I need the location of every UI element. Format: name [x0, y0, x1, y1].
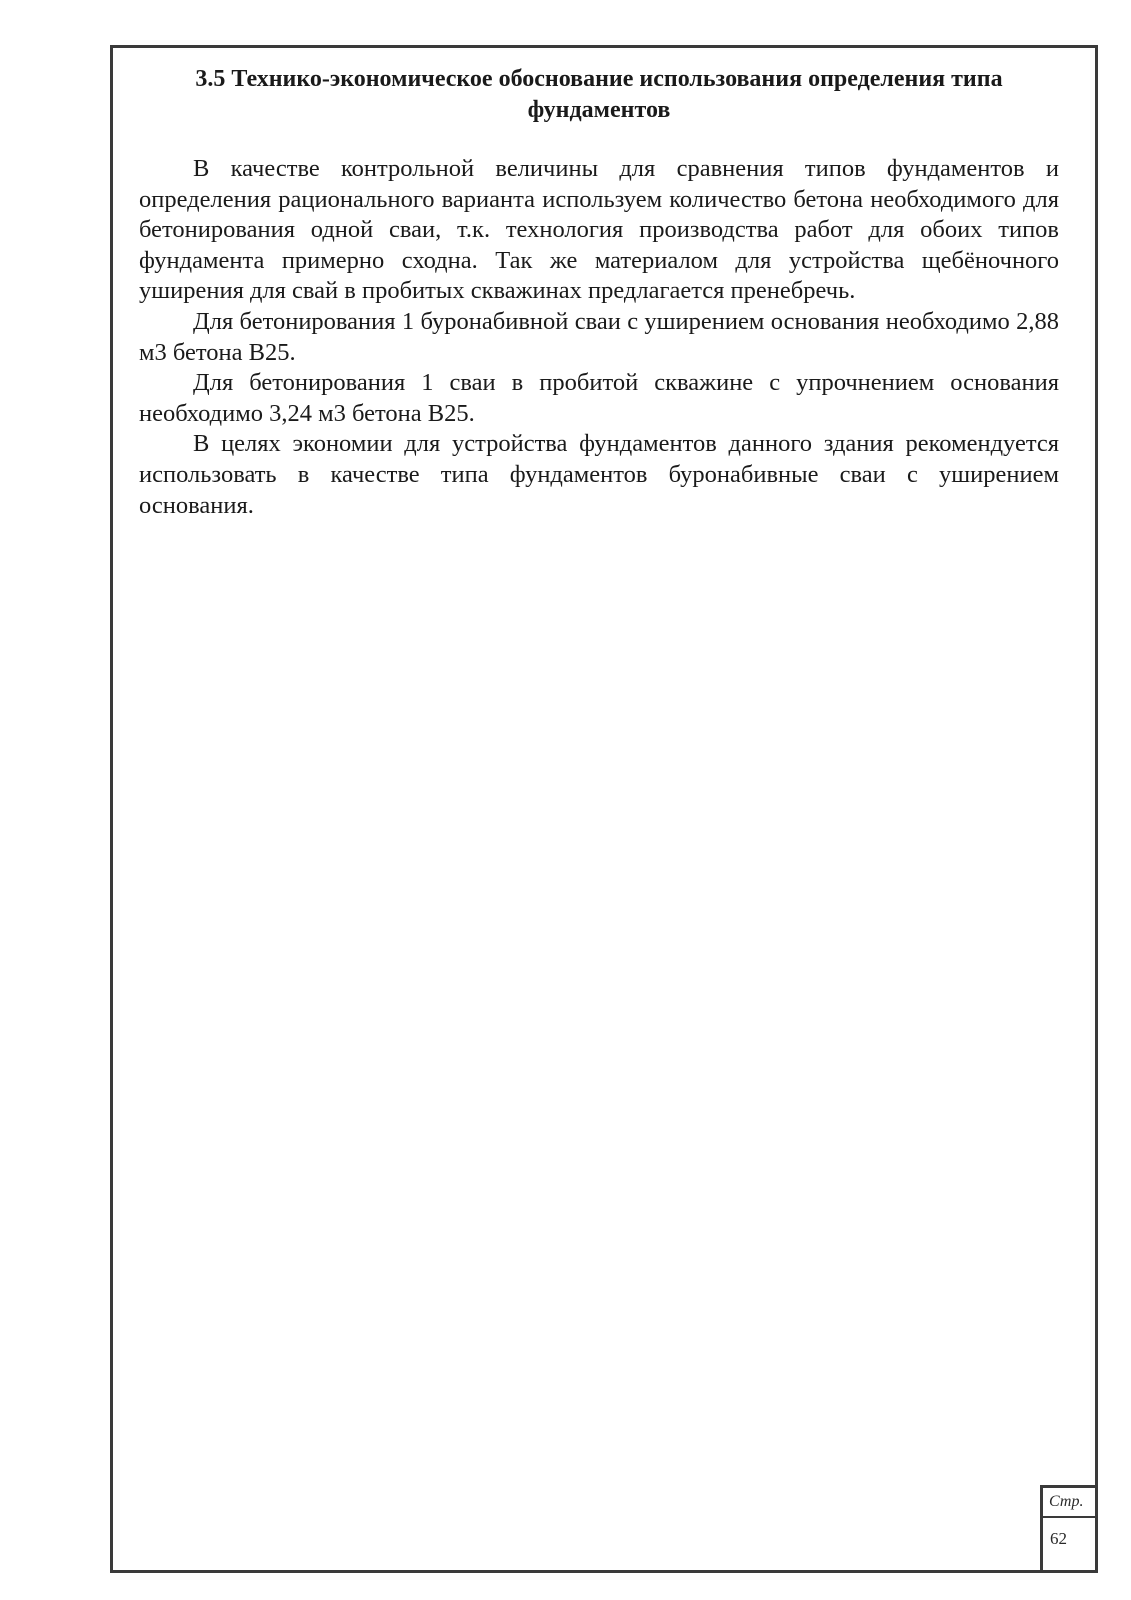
paragraph-concrete-comparison: В качестве контрольной величины для сравнения типов фундаментов и определения рационального варианта используем количество бетона необходимого для бетонирования одной сваи, т.к. технология производства работ для обоих типов фундамента примерно сходна. Так же материалом для устройства щебёночного уширения для свай в пробитых скважинах предлагается пренебречь. — [139, 155, 1059, 305]
paragraph-recommendation: В целях экономии для устройства фундаментов данного здания рекомендуется использовать в качестве типа фундаментов буронабивные сваи с уширением основания. — [139, 430, 1059, 519]
page-number-stamp — [1040, 1485, 1098, 1573]
paragraph-bored-pile: Для бетонирования 1 буронабивной сваи с уширением основания необходимо 2,88 м3 бетона В25. — [139, 307, 1059, 366]
page-frame — [110, 45, 1098, 1573]
section-title: 3.5 Технико-экономическое обоснование использования определения типа фундаментов — [195, 66, 1003, 123]
paragraph-punched-well-pile: Для бетонирования 1 сваи в пробитой скважине с упрочнением основания необходимо 3,24 м3 бетона В25. — [139, 369, 1059, 427]
page-number-label: Стр. — [1043, 1488, 1095, 1518]
page-number-value: 62 — [1050, 1529, 1067, 1548]
page-content — [139, 64, 1059, 521]
